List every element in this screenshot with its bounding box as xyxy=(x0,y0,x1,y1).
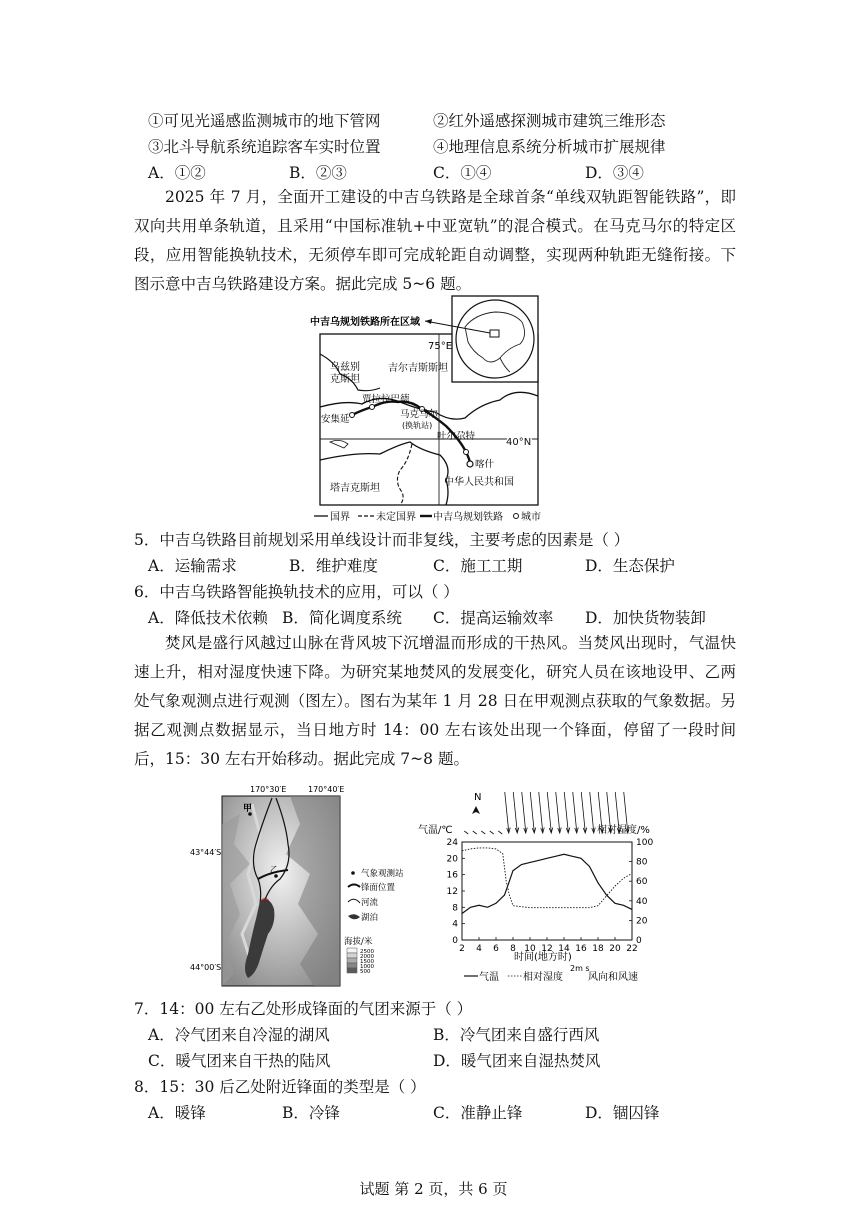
legend-railway: 中吉乌规划铁路 xyxy=(433,512,503,523)
lon1-label: 170°30′E xyxy=(250,785,287,794)
legend-river: 河流 xyxy=(361,898,379,908)
lat1-label: 43°44′S xyxy=(190,848,222,857)
q8-stem: 8．15：30 后乙处附近锋面的类型是（ ） xyxy=(134,1078,426,1096)
country-kg: 吉尔吉斯斯坦 xyxy=(388,363,448,374)
q7-option-b: B．冷气团来自盛行西风 xyxy=(433,1026,600,1044)
north-label: N xyxy=(474,792,482,803)
y-right-tick-label: 20 xyxy=(636,916,648,927)
elev-1500: 1500 xyxy=(360,959,374,965)
y-left-tick-label: 24 xyxy=(446,838,458,848)
wind-barb-icon xyxy=(590,792,594,832)
xlabel: 时间(地方时) xyxy=(514,952,572,963)
city-kashgar: 喀什 xyxy=(475,459,495,470)
wind-barb-icon xyxy=(573,792,577,832)
elev-2000: 2000 xyxy=(360,954,374,960)
city-turgart: 吐尔尕特 xyxy=(437,431,476,442)
q5-stem: 5．中吉乌铁路目前规划采用单线设计而非复线，主要考虑的因素是（ ） xyxy=(134,531,630,549)
wind-barb-icon xyxy=(481,831,485,834)
wind-scale: 2m s xyxy=(570,964,590,973)
x-tick-label: 14 xyxy=(558,944,570,954)
foehn-terrain-map xyxy=(190,784,425,990)
elev-500: 500 xyxy=(360,969,371,975)
legend-station: 气象观测站 xyxy=(361,869,404,879)
y-left-tick-label: 16 xyxy=(446,870,458,881)
plot-frame xyxy=(462,842,632,940)
x-tick-label: 16 xyxy=(575,944,587,954)
legend-city: 城市 xyxy=(521,512,541,523)
country-tj: 塔吉克斯坦 xyxy=(330,483,380,494)
ylabel-left: 气温/℃ xyxy=(418,825,453,836)
meridian-label: 75°E xyxy=(428,341,453,352)
q4-option-d: D．③④ xyxy=(585,164,644,182)
legend-wind: 风向和风速 xyxy=(588,972,638,983)
wind-barb-icon xyxy=(505,792,509,832)
wind-barb-icon xyxy=(498,831,502,834)
legend-temp: 气温 xyxy=(479,972,499,983)
q4-option-a: A．①② xyxy=(148,164,206,182)
ylabel-right: 相对湿度/% xyxy=(597,825,650,836)
y-left-tick-label: 0 xyxy=(452,936,458,946)
weather-chart xyxy=(410,782,654,1004)
wind-barb-icon xyxy=(513,792,517,832)
q7-option-d: D．暖气团来自湿热焚风 xyxy=(433,1052,601,1070)
region-label: 中吉乌规划铁路所在区域 xyxy=(310,317,420,328)
q6-option-c: C．提高运输效率 xyxy=(433,609,554,627)
q8-option-c: C．准静止锋 xyxy=(433,1104,523,1122)
parallel-label: 40°N xyxy=(506,437,532,448)
q6-stem: 6．中吉乌铁路智能换轨技术的应用，可以（ ） xyxy=(134,583,459,601)
q7-option-a: A．冷气团来自冷湿的湖风 xyxy=(148,1026,330,1044)
q5-option-a: A．运输需求 xyxy=(148,557,237,575)
country-cn: 中华人民共和国 xyxy=(444,477,514,488)
railway-map xyxy=(300,292,550,524)
x-tick-label: 12 xyxy=(541,944,553,954)
legend-rh: 相对湿度 xyxy=(523,972,563,983)
q8-option-d: D．锢囚锋 xyxy=(585,1104,660,1122)
x-tick-label: 10 xyxy=(524,944,536,954)
north-arrow-icon xyxy=(472,806,480,814)
q8-option-b: B．冷锋 xyxy=(282,1104,340,1122)
y-right-tick-label: 100 xyxy=(636,838,654,848)
series-temperature-line xyxy=(462,854,632,913)
wind-barb-icon xyxy=(530,792,534,832)
wind-barb-icon xyxy=(556,792,560,832)
country-uz-2: 克斯坦 xyxy=(330,374,360,385)
makmar-note: (换轨站) xyxy=(402,421,433,430)
legend-lake: 湖泊 xyxy=(361,913,379,923)
y-left-tick-label: 8 xyxy=(452,903,458,914)
x-tick-label: 8 xyxy=(510,944,516,954)
choice-item-1: ①可见光遥感监测城市的地下管网 xyxy=(148,112,381,130)
y-right-tick-label: 60 xyxy=(636,877,648,888)
elev-1000: 1000 xyxy=(360,964,374,970)
station-yi: 乙 xyxy=(270,865,278,874)
y-left-tick-label: 12 xyxy=(446,887,458,897)
elev-2500: 2500 xyxy=(360,949,374,955)
wind-barb-icon xyxy=(473,831,477,834)
wind-barb-icon xyxy=(539,792,543,832)
wind-barb-icon xyxy=(464,831,468,834)
wind-barb-icon xyxy=(522,792,526,832)
q5-option-b: B．维护难度 xyxy=(289,557,378,575)
y-right-tick-label: 0 xyxy=(636,936,642,946)
legend-border: 国界 xyxy=(330,512,350,523)
q8-option-a: A．暖锋 xyxy=(148,1104,206,1122)
station-jia: 甲 xyxy=(243,804,253,814)
x-tick-label: 6 xyxy=(493,944,499,954)
q5-option-c: C．施工工期 xyxy=(433,557,523,575)
choice-item-2: ②红外遥感探测城市建筑三维形态 xyxy=(433,112,666,130)
q6-option-d: D．加快货物装卸 xyxy=(585,609,706,627)
q7-stem: 7．14：00 左右乙处形成锋面的气团来源于（ ） xyxy=(134,1000,473,1018)
y-right-tick-label: 80 xyxy=(636,857,648,868)
country-uz-1: 乌兹别 xyxy=(330,362,360,373)
y-right-tick-label: 40 xyxy=(636,896,648,907)
wind-barb-icon xyxy=(564,792,568,832)
wind-barb-icon xyxy=(547,792,551,832)
q4-option-c: C．①④ xyxy=(433,164,492,182)
city-andijan: 安集延 xyxy=(321,414,350,425)
elev-title: 海拔/米 xyxy=(344,937,373,947)
legend-undetermined: 未定国界 xyxy=(376,512,416,523)
series-humidity-line xyxy=(462,848,632,908)
wind-barb-icon xyxy=(581,792,585,832)
lat2-label: 44°00′S xyxy=(190,963,222,972)
q6-option-b: B．简化调度系统 xyxy=(282,609,402,627)
passage-railway: 2025 年 7 月，全面开工建设的中吉乌铁路是全球首条“单线双轨距智能铁路”，即双向共用单条轨道，且采用“中国标准轨+中亚宽轨”的混合模式。在马克马尔的特定区段，应用智能换轨技术，无须停车即可完成轮距自动调整，实现两种轨距无缝衔接。下图示意中吉乌铁路建设方案。据此完成 5~6 题。 xyxy=(134,188,736,293)
x-tick-label: 18 xyxy=(592,944,604,954)
q4-option-b: B．②③ xyxy=(289,164,347,182)
x-tick-label: 2 xyxy=(459,944,465,954)
x-tick-label: 20 xyxy=(609,944,621,954)
city-makmar: 马克马尔 xyxy=(400,409,439,420)
page-footer: 试题 第 2 页，共 6 页 xyxy=(359,1180,508,1198)
lon2-label: 170°40′E xyxy=(308,785,345,794)
wind-barb-icon xyxy=(490,831,494,834)
city-jalalabad: 贾拉拉巴德 xyxy=(362,394,410,405)
choice-item-3: ③北斗导航系统追踪客车实时位置 xyxy=(148,138,381,156)
x-tick-label: 22 xyxy=(626,944,638,954)
y-left-tick-label: 20 xyxy=(446,854,458,865)
legend-front: 锋面位置 xyxy=(361,883,396,893)
x-tick-label: 4 xyxy=(476,944,482,954)
y-left-tick-label: 4 xyxy=(452,919,458,930)
q6-option-a: A．降低技术依赖 xyxy=(148,609,268,627)
passage-foehn: 焚风是盛行风越过山脉在背风坡下沉增温而形成的干热风。当焚风出现时，气温快速上升，相对湿度快速下降。为研究某地焚风的发展变化，研究人员在该地设甲、乙两处气象观测点进行观测（图左）。图右为某年 1 月 28 日在甲观测点获取的气象数据。另据乙观测点数据显示，当日地方时 14：00 左右该处出现一个锋面，停留了一段时间后，15：30 左右开始移动。据此完成 7~8 题。 xyxy=(134,634,736,768)
choice-item-4: ④地理信息系统分析城市扩展规律 xyxy=(433,138,666,156)
q5-option-d: D．生态保护 xyxy=(585,557,675,575)
q7-option-c: C．暖气团来自干热的陆风 xyxy=(148,1052,331,1070)
